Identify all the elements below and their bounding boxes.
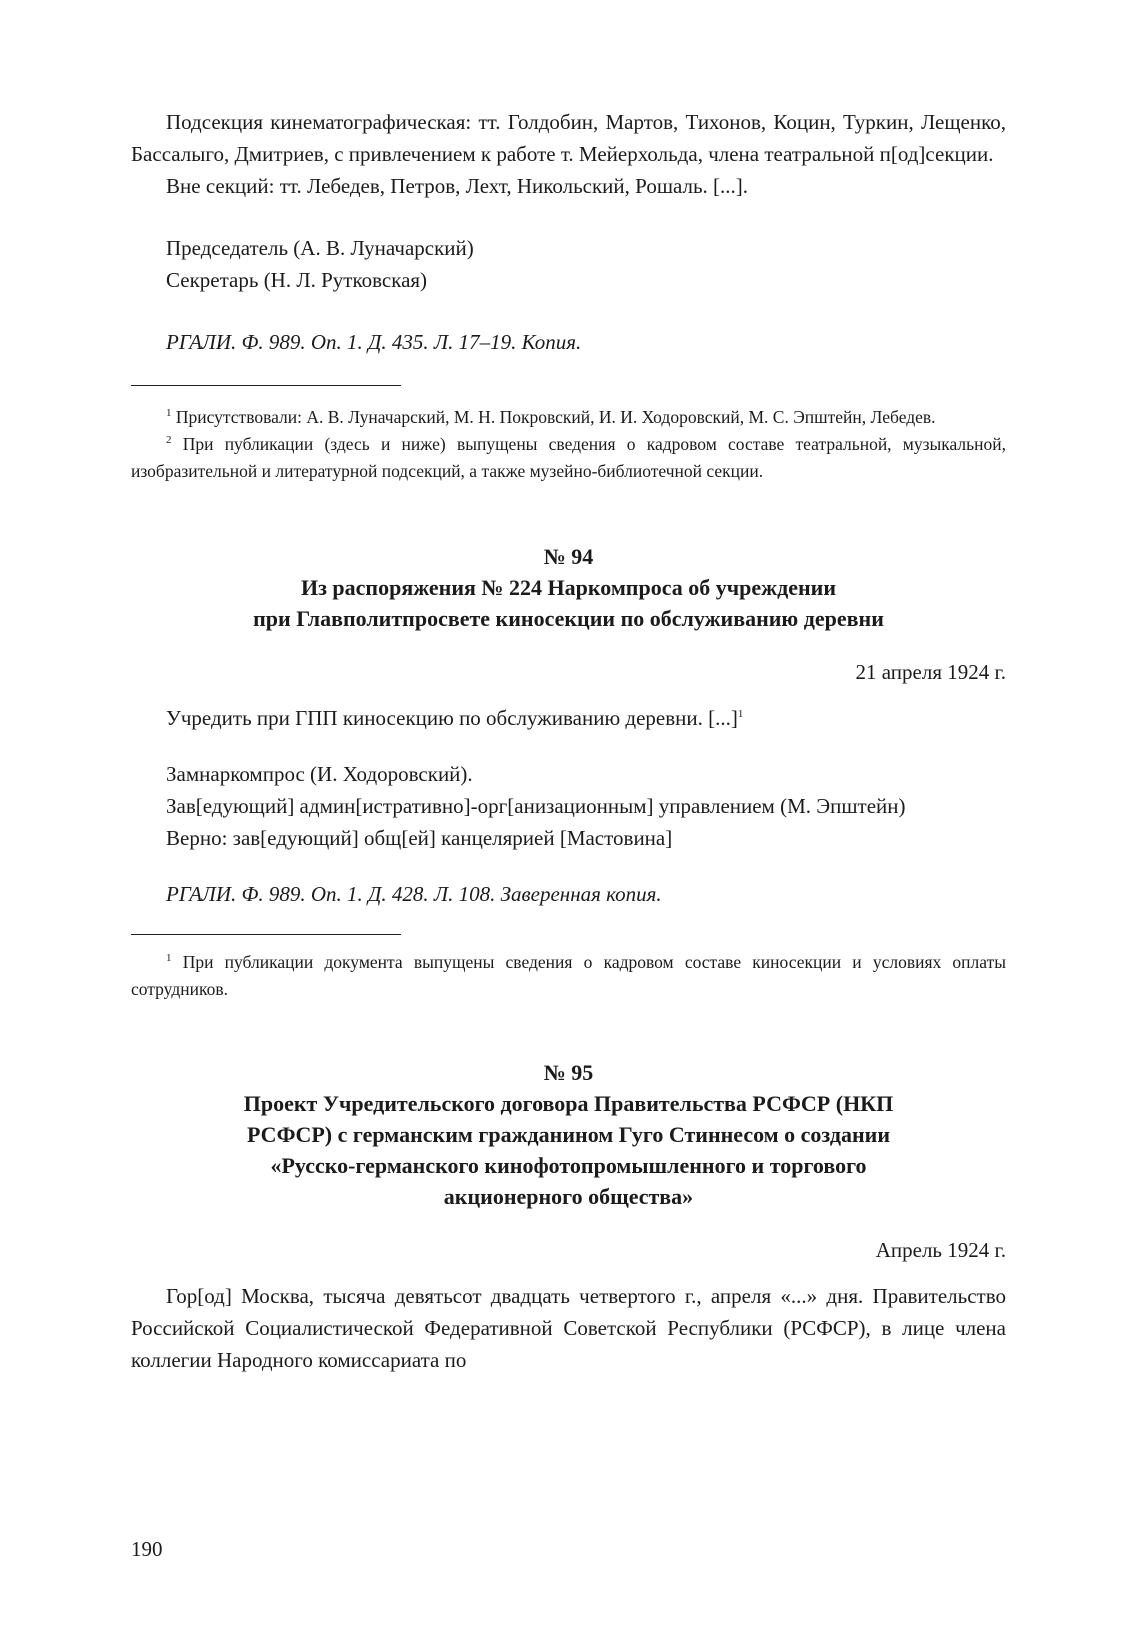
footnote-1 [131,404,1006,431]
document-page [131,106,1006,1376]
footnote-text: При публикации документа выпущены сведения о кадровом составе киносекции и условиях оплаты сотрудников. [131,952,1007,999]
archive-source-1: РГАЛИ. Ф. 989. Оп. 1. Д. 435. Л. 17–19. Копия. [166,330,582,354]
signature-chairman: Председатель (А. В. Луначарский) [166,236,474,260]
signature-admin-head: Зав[едующий] админ[истративно]-орг[анизационным] управлением (М. Эпштейн) [166,794,906,818]
paragraph-cinema-subsection: Подсекция кинематографическая: тт. Голдобин, Мартов, Тихонов, Коцин, Туркин, Лещенко, Бассалыго, Дмитриев, с привлечением к работе т. Мейерхольда, члена театральной п[од]секции. [131,110,1006,166]
document-number-95: № 95 [543,1060,594,1085]
document-date-94: 21 апреля 1924 г. [855,660,1006,684]
footnote-text: Присутствовали: А. В. Луначарский, М. Н. Покровский, И. И. Ходоровский, М. С. Эпштейн, Лебедев. [175,407,936,427]
footnote-mark: 1 [166,407,172,420]
body-text: Учредить при ГПП киносекцию по обслуживанию деревни. [...] [166,706,738,730]
signature-deputy-commissar: Замнаркомпрос (И. Ходоровский). [166,762,473,786]
document-title-95-line-2: РСФСР) с германским гражданином Гуго Стиннесом о создании [246,1122,891,1147]
document-title-95-line-3: «Русско-германского кинофотопромышленного и торгового [270,1153,867,1178]
document-title-95-line-4: акционерного общества» [443,1184,694,1209]
footnote-2 [131,431,1006,485]
document-title-95-line-1: Проект Учредительского договора Правительства РСФСР (НКП [243,1091,894,1116]
footnote-doc94 [131,949,1006,1003]
signature-certified: Верно: зав[едующий] общ[ей] канцелярией [Мастовина] [166,826,673,850]
footnote-mark: 2 [166,434,172,447]
document-body-94 [131,702,1006,734]
archive-source-2: РГАЛИ. Ф. 989. Оп. 1. Д. 428. Л. 108. Заверенная копия. [166,882,662,906]
footnote-mark: 1 [166,952,172,965]
paragraph-outside-sections: Вне секций: тт. Лебедев, Петров, Лехт, Никольский, Рошаль. [...]. [166,174,749,198]
page-number: 190 [131,1537,163,1561]
document-body-95: Гор[од] Москва, тысяча девятьсот двадцать четвертого г., апреля «...» дня. Правительство Российской Социалистической Федеративной Советской Республики (РСФСР), в лице члена коллегии Народного комиссариата по [131,1284,1006,1372]
footnote-text: При публикации (здесь и ниже) выпущены сведения о кадровом составе театральной, музыкальной, изобразительной и литературной подсекций, а также музейно-библиотечной секции. [131,434,1006,481]
signature-secretary: Секретарь (Н. Л. Рутковская) [166,268,428,292]
document-title-94-line-2: при Главполитпросвете киносекции по обслуживанию деревни [253,606,884,631]
footnote-mark: 1 [737,708,744,720]
document-number-94: № 94 [543,544,594,569]
document-date-95: Апрель 1924 г. [875,1238,1006,1262]
document-title-94-line-1: Из распоряжения № 224 Наркомпроса об учреждении [300,575,837,600]
